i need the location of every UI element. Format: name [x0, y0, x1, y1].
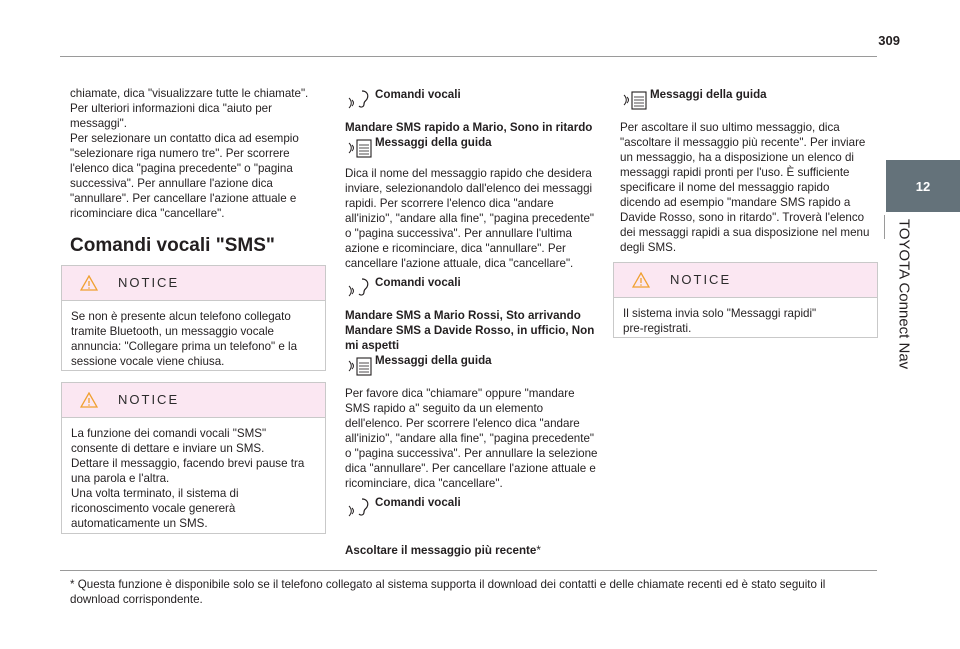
chapter-tab: 12 [886, 160, 960, 212]
notice-text: Il sistema invia solo "Messaggi rapidi" pre-registrati. [623, 307, 817, 335]
page-number: 309 [878, 33, 900, 48]
voice-command-heading [345, 86, 605, 112]
warning-icon [80, 275, 98, 291]
voice-command-example-text: Ascoltare il messaggio più recente [345, 544, 537, 557]
section-title-text: TOYOTA Connect Nav [895, 218, 913, 370]
guide-message-icon [345, 134, 375, 160]
notice-box-bluetooth [61, 265, 326, 371]
guide-message-heading [345, 352, 605, 378]
voice-command-icon [345, 494, 375, 520]
guide-message-text: Dica il nome del messaggio rapido che desidera inviare, selezionandolo dall'elenco dei messaggi rapidi. Per scorrere l'elenco dica "andare all'inizio", "andare alla fine", "pagina precedente" o "pagina successiva". Per annullare l'ultima azione e ricominciare, dica "annullare". Per cancellare l'azione attuale, dica "cancellare". [345, 167, 595, 270]
guide-message-icon [620, 86, 650, 112]
voice-command-label: Comandi vocali [375, 276, 461, 289]
guide-message-heading [345, 134, 605, 160]
voice-command-icon [345, 274, 375, 300]
voice-command-example: Mandare SMS rapido a Mario, Sono in ritardo [345, 121, 593, 134]
guide-message-text: Per favore dica "chiamare" oppure "mandare SMS rapido a" seguito da un elemento dell'elenco. Per scorrere l'elenco dica "andare all'inizio", "andare alla fine", "pagina precedente" o "pagina successiva". Per annullare la selezione dica "annullare". Per cancellare l'azione attuale e ricominciare, dica "cancellare". [345, 387, 598, 490]
voice-command-heading [345, 494, 605, 520]
guide-message-icon [345, 352, 375, 378]
guide-message-label: Messaggi della guida [375, 136, 492, 149]
notice-label: NOTICE [670, 272, 732, 287]
header-divider [60, 56, 877, 57]
notice-text: Se non è presente alcun telefono collegato tramite Bluetooth, un messaggio vocale annuncia: "Collegare prima un telefono" e la sessione vocale viene chiusa. [71, 310, 298, 368]
notice-header [62, 266, 325, 301]
voice-command-heading [345, 274, 605, 300]
notice-label: NOTICE [118, 275, 180, 290]
voice-command-icon [345, 86, 375, 112]
notice-header [614, 263, 877, 298]
guide-message-label: Messaggi della guida [650, 88, 767, 101]
footnote-marker: * [536, 544, 541, 557]
warning-icon [632, 272, 650, 288]
voice-command-example [345, 528, 605, 558]
voice-command-example: Mandare SMS a Mario Rossi, Sto arrivando Mandare SMS a Davide Rosso, in ufficio, Non mi aspetti [345, 309, 595, 352]
guide-message-heading [620, 86, 878, 112]
intro-paragraph: chiamate, dica "visualizzare tutte le chiamate". Per ulteriori informazioni dica "aiuto per messaggi". Per selezionare un contatto dica ad esempio "selezionare riga numero tre". Per scorrere l'elenco dica "pagina precedente" o "pagina successiva". Per annullare l'azione dica "annullare". Per cancellare l'azione attuale e ricominciare dica "cancellare". [70, 87, 309, 220]
footnote-divider [60, 570, 877, 571]
guide-message-text: Per ascoltare il suo ultimo messaggio, dica "ascoltare il messaggio più recente". Per inviare un messaggio, ha a disposizione un elenco di messaggi rapidi pronti per l'uso. È sufficiente specificare il nome del messaggio rapido dicendo ad esempio "mandare SMS rapido a Davide Rosso, sono in ritardo". Troverà l'elenco dei messaggi rapidi a sua disposizione nel menu degli SMS. [620, 121, 870, 254]
voice-command-label: Comandi vocali [375, 496, 461, 509]
section-heading: Comandi vocali "SMS" [70, 235, 275, 256]
section-side-title [879, 214, 929, 374]
notice-label: NOTICE [118, 392, 180, 407]
guide-message-label: Messaggi della guida [375, 354, 492, 367]
notice-box-sms [61, 382, 326, 534]
warning-icon [80, 392, 98, 408]
notice-text: La funzione dei comandi vocali "SMS" consente di dettare e inviare un SMS. Dettare il messaggio, facendo brevi pause tra una parola e l'altra. Una volta terminato, il sistema di riconoscimento vocale genererà automaticamente un SMS. [71, 427, 305, 530]
voice-command-label: Comandi vocali [375, 88, 461, 101]
notice-box-quick-messages [613, 262, 878, 338]
notice-header [62, 383, 325, 418]
footnote: * Questa funzione è disponibile solo se il telefono collegato al sistema supporta il download dei contatti e delle chiamate recenti ed è stato seguito il download corrispondente. [70, 578, 826, 606]
